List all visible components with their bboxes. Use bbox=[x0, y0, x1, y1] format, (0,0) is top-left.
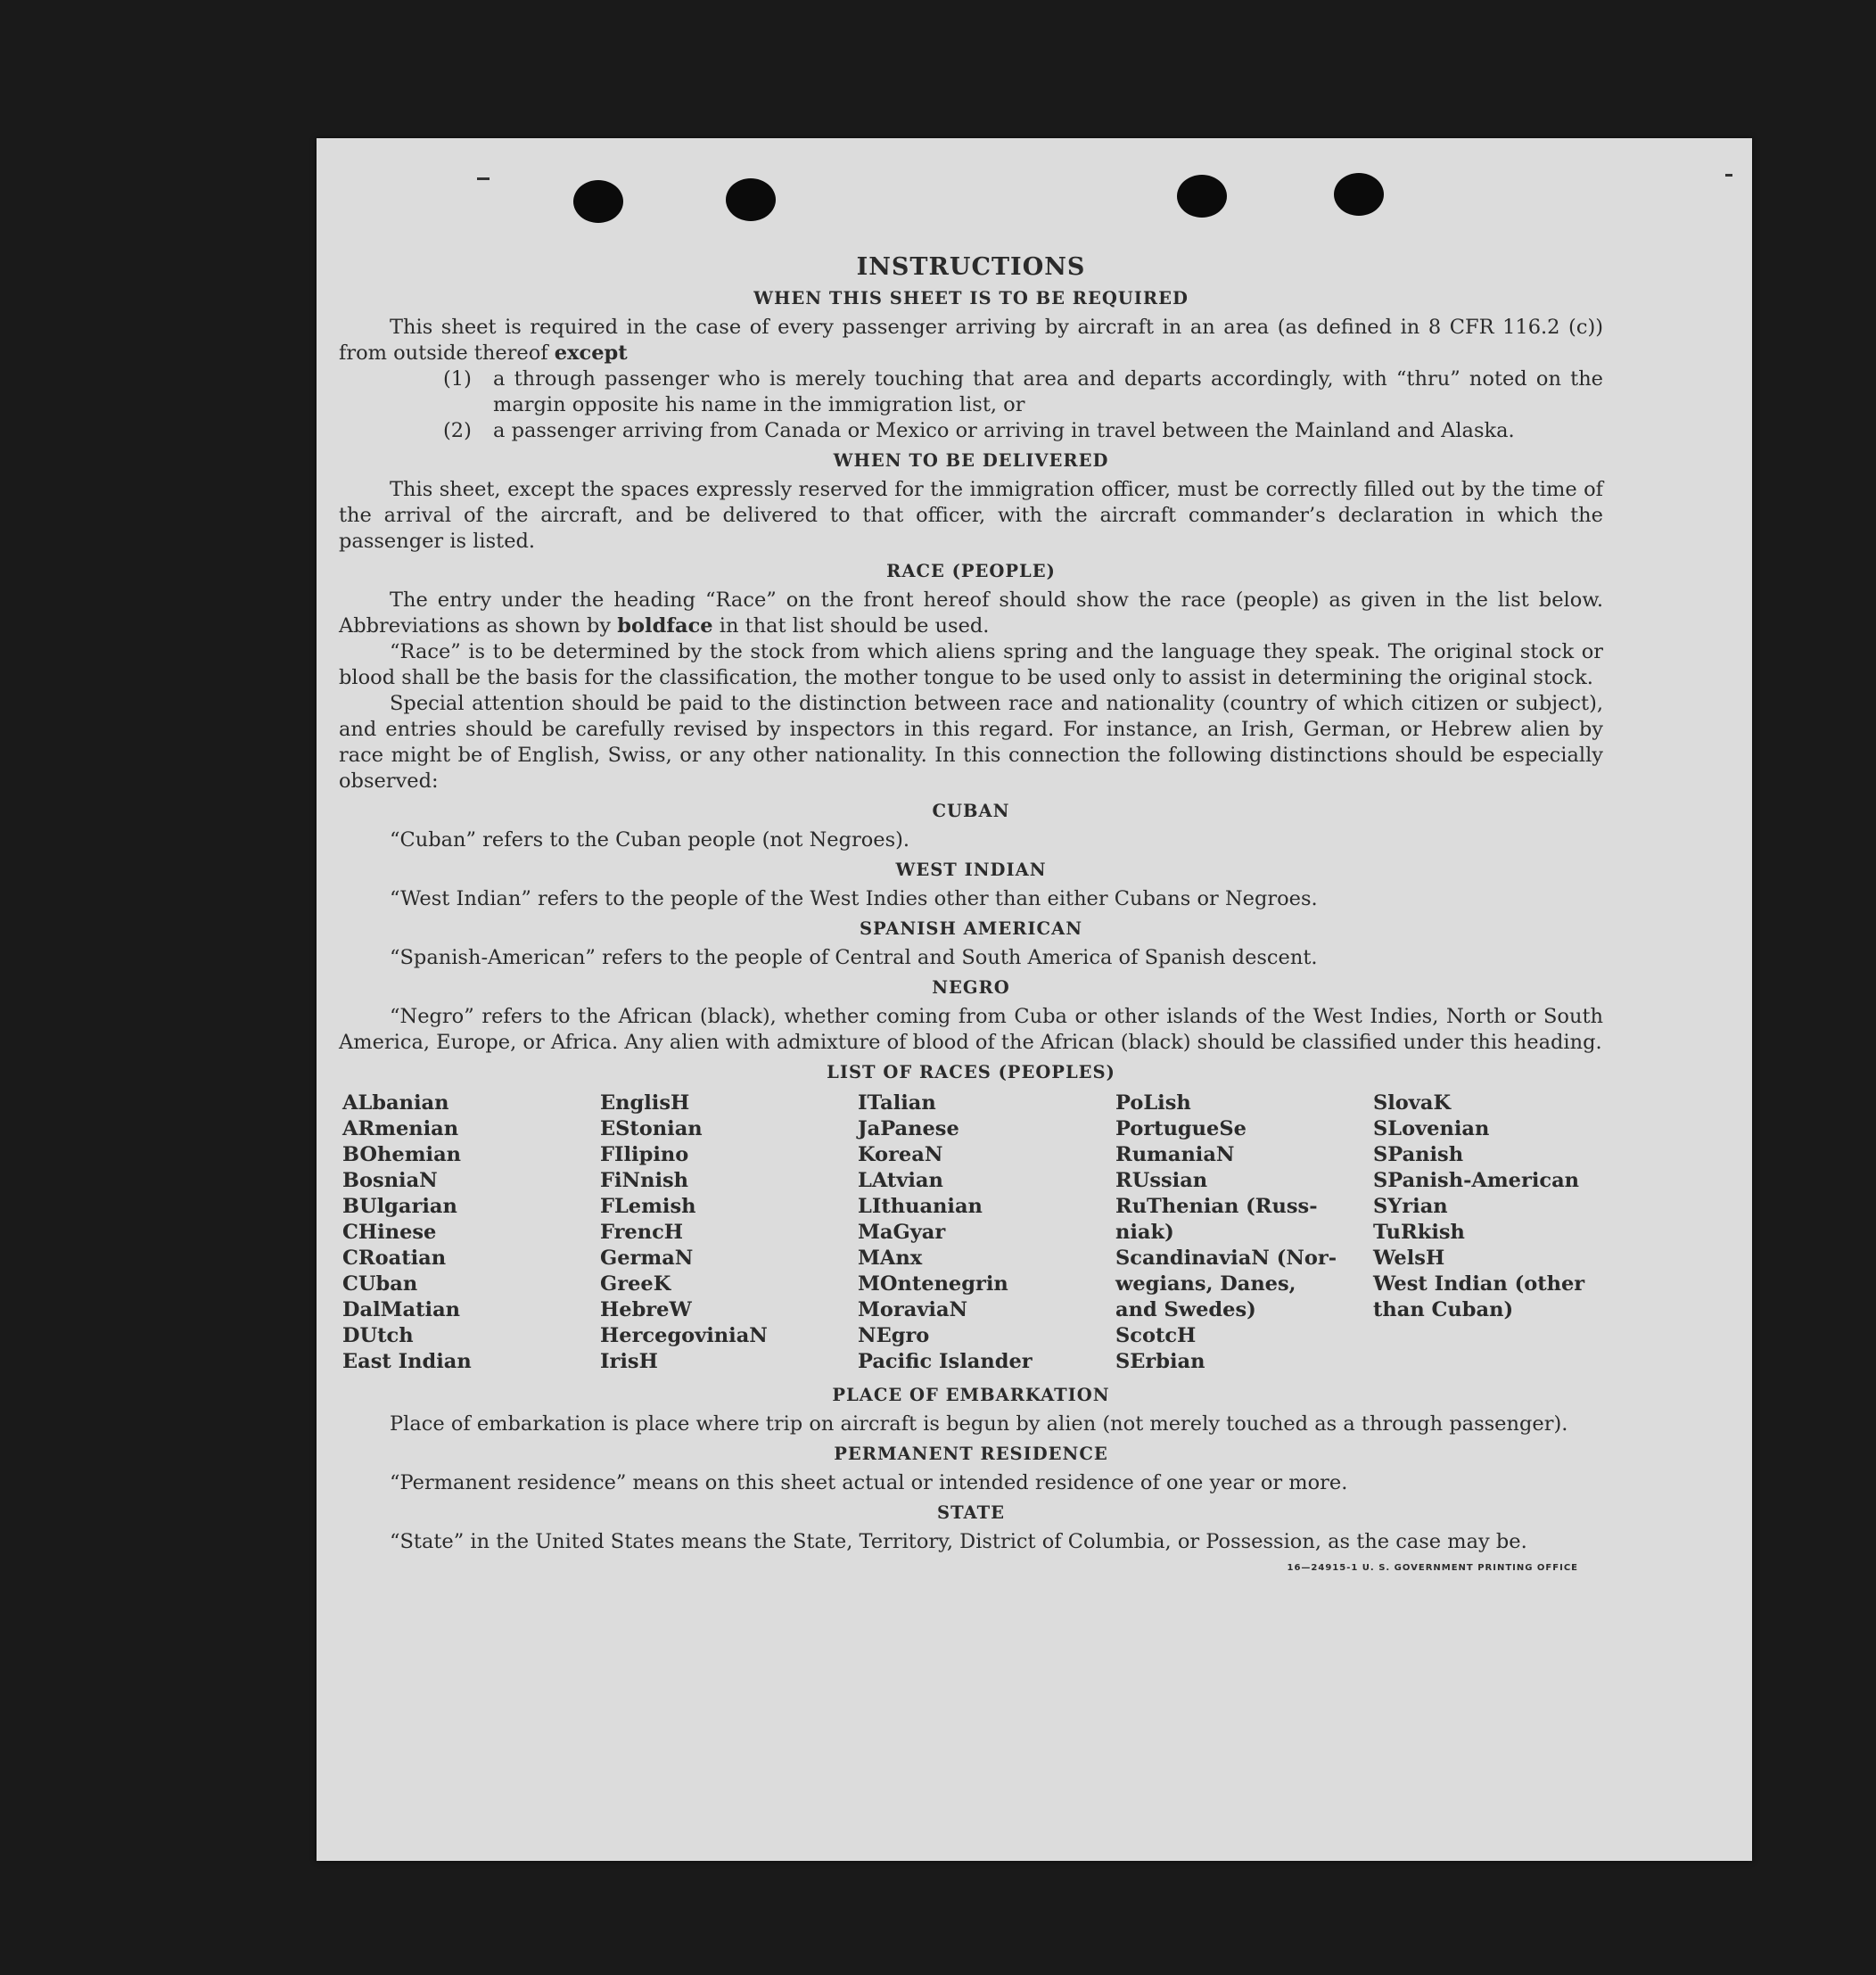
race-entry: DUtch bbox=[342, 1324, 414, 1347]
paragraph: Place of embarkation is place where trip on aircraft is begun by alien (not merely touched as a through passenger). bbox=[390, 1412, 1568, 1436]
race-entry: MoraviaN bbox=[858, 1298, 968, 1321]
race-entry: SErbian bbox=[1115, 1350, 1205, 1373]
emphasis-text: except bbox=[554, 342, 628, 365]
paragraph bbox=[339, 315, 1603, 366]
race-entry: LAtvian bbox=[858, 1169, 943, 1192]
footer bbox=[339, 1555, 1603, 1581]
print-code: 16—24915-1 U. S. GOVERNMENT PRINTING OFFICE bbox=[1287, 1563, 1578, 1573]
race-entry: wegians, Danes, bbox=[1115, 1272, 1296, 1296]
race-entry: GreeK bbox=[600, 1272, 671, 1296]
race-entry: ScotcH bbox=[1115, 1324, 1197, 1347]
paragraph: “Race” is to be determined by the stock from which aliens spring and the language they speak. The original stock or blood shall be the basis for the classification, the mother tongue to be used only to assist in determining the original stock. bbox=[339, 640, 1603, 689]
item-text: a passenger arriving from Canada or Mexico or arriving in travel between the Mainland and Alaska. bbox=[493, 419, 1515, 442]
race-entry: ITalian bbox=[858, 1091, 936, 1115]
ink-speck bbox=[477, 177, 490, 180]
paragraph: “West Indian” refers to the people of the West Indies other than either Cubans or Negroes. bbox=[390, 887, 1318, 910]
race-entry: CUban bbox=[342, 1272, 418, 1296]
race-entry: SLovenian bbox=[1373, 1117, 1490, 1140]
race-entry: East Indian bbox=[342, 1350, 472, 1373]
race-entry: BosniaN bbox=[342, 1169, 438, 1192]
punch-hole bbox=[1334, 173, 1384, 216]
item-number: (1) bbox=[443, 367, 472, 391]
race-column bbox=[600, 1090, 858, 1375]
paragraph-text: in that list should be used. bbox=[712, 614, 990, 638]
paragraph: “Permanent residence” means on this sheet actual or intended residence of one year or more. bbox=[390, 1471, 1348, 1494]
race-entry: CHinese bbox=[342, 1221, 437, 1244]
race-entry: BUlgarian bbox=[342, 1195, 457, 1218]
race-entry: TuRkish bbox=[1373, 1221, 1465, 1244]
section-heading: CUBAN bbox=[932, 801, 1010, 821]
section-heading: NEGRO bbox=[932, 977, 1010, 998]
race-entry: West Indian (other bbox=[1373, 1272, 1585, 1296]
race-entry: ScandinaviaN (Nor- bbox=[1115, 1247, 1337, 1270]
race-entry: SPanish-American bbox=[1373, 1169, 1580, 1192]
race-entry: RUssian bbox=[1115, 1169, 1208, 1192]
race-entry: RuThenian (Russ- bbox=[1115, 1195, 1318, 1218]
item-number: (2) bbox=[443, 419, 472, 442]
race-column bbox=[1373, 1090, 1631, 1375]
section-heading: WEST INDIAN bbox=[895, 860, 1047, 880]
race-entry: than Cuban) bbox=[1373, 1298, 1514, 1321]
paragraph: “Cuban” refers to the Cuban people (not Negroes). bbox=[390, 828, 910, 852]
race-entry: EnglisH bbox=[600, 1091, 690, 1115]
race-entry: FrencH bbox=[600, 1221, 684, 1244]
paragraph: “State” in the United States means the State, Territory, District of Columbia, or Possession, as the case may be. bbox=[390, 1530, 1527, 1553]
section-heading: PERMANENT RESIDENCE bbox=[834, 1444, 1108, 1464]
race-entry: FLemish bbox=[600, 1195, 696, 1218]
paragraph-text: The entry under the heading “Race” on the front hereof should show the race (people) as given in the list below. Abbreviations as shown by bbox=[339, 588, 1603, 638]
race-entry: DalMatian bbox=[342, 1298, 461, 1321]
race-entry: Pacific Islander bbox=[858, 1350, 1033, 1373]
race-entry: SYrian bbox=[1373, 1195, 1448, 1218]
race-entry: CRoatian bbox=[342, 1247, 447, 1270]
ink-speck bbox=[1725, 174, 1732, 177]
race-entry: NEgro bbox=[858, 1324, 930, 1347]
race-entry: KoreaN bbox=[858, 1143, 943, 1166]
instructions-body bbox=[339, 254, 1603, 1581]
race-entry: ARmenian bbox=[342, 1117, 459, 1140]
race-entry: WelsH bbox=[1373, 1247, 1445, 1270]
section-heading: WHEN THIS SHEET IS TO BE REQUIRED bbox=[753, 288, 1189, 309]
race-entry: SPanish bbox=[1373, 1143, 1464, 1166]
race-entry: IrisH bbox=[600, 1350, 658, 1373]
race-entry: PortugueSe bbox=[1115, 1117, 1247, 1140]
punch-hole bbox=[1177, 175, 1227, 218]
race-entry: LIthuanian bbox=[858, 1195, 983, 1218]
race-entry: MaGyar bbox=[858, 1221, 946, 1244]
paragraph: “Spanish-American” refers to the people of Central and South America of Spanish descent. bbox=[390, 946, 1318, 969]
item-text: a through passenger who is merely touching that area and departs accordingly, with “thru” noted on the margin opposite his name in the immigration list, or bbox=[493, 367, 1603, 416]
race-entry: PoLish bbox=[1115, 1091, 1191, 1115]
paragraph: This sheet, except the spaces expressly reserved for the immigration officer, must be correctly filled out by the time of the arrival of the aircraft, and be delivered to that officer, with the aircraft commander’s declaration in which the passenger is listed. bbox=[339, 478, 1603, 553]
paragraph: Special attention should be paid to the distinction between race and nationality (country of which citizen or subject), and entries should be carefully revised by inspectors in this regard. For instance, an Irish, German, or Hebrew alien by race might be of English, Swiss, or any other nationality. In this connection the following distinctions should be especially observed: bbox=[339, 692, 1603, 793]
race-entry: HebreW bbox=[600, 1298, 692, 1321]
race-entry: EStonian bbox=[600, 1117, 703, 1140]
list-item bbox=[443, 418, 1603, 444]
race-entry: and Swedes) bbox=[1115, 1298, 1256, 1321]
section-heading: PLACE OF EMBARKATION bbox=[832, 1385, 1110, 1405]
punch-hole bbox=[726, 178, 776, 221]
race-entry: JaPanese bbox=[858, 1117, 959, 1140]
page-title: INSTRUCTIONS bbox=[856, 253, 1086, 281]
race-entry: niak) bbox=[1115, 1221, 1174, 1244]
race-entry: HercegoviniaN bbox=[600, 1324, 768, 1347]
race-list bbox=[342, 1090, 1603, 1375]
section-heading: STATE bbox=[937, 1502, 1005, 1523]
race-entry: MOntenegrin bbox=[858, 1272, 1008, 1296]
emphasis-text: boldface bbox=[617, 614, 713, 638]
list-item bbox=[443, 366, 1603, 418]
section-heading: LIST OF RACES (PEOPLES) bbox=[827, 1062, 1115, 1082]
race-column bbox=[342, 1090, 600, 1375]
document-page bbox=[317, 138, 1752, 1861]
paragraph bbox=[339, 588, 1603, 639]
race-entry: FiNnish bbox=[600, 1169, 689, 1192]
race-entry: BOhemian bbox=[342, 1143, 462, 1166]
race-entry: FIlipino bbox=[600, 1143, 689, 1166]
race-entry: MAnx bbox=[858, 1247, 923, 1270]
race-entry: ALbanian bbox=[342, 1091, 449, 1115]
paragraph-text: This sheet is required in the case of every passenger arriving by aircraft in an area (as defined in 8 CFR 116.2 (c)) from outside thereof bbox=[339, 316, 1603, 365]
section-heading: RACE (PEOPLE) bbox=[886, 561, 1056, 581]
section-heading: WHEN TO BE DELIVERED bbox=[833, 450, 1109, 471]
race-entry: SlovaK bbox=[1373, 1091, 1452, 1115]
paragraph: “Negro” refers to the African (black), whether coming from Cuba or other islands of the West Indies, North or South America, Europe, or Africa. Any alien with admixture of blood of the African (black) should be classified under this heading. bbox=[339, 1005, 1603, 1054]
punch-hole bbox=[573, 180, 623, 223]
race-entry: RumaniaN bbox=[1115, 1143, 1235, 1166]
section-heading: SPANISH AMERICAN bbox=[859, 918, 1083, 939]
race-column bbox=[1115, 1090, 1373, 1375]
race-entry: GermaN bbox=[600, 1247, 694, 1270]
race-column bbox=[858, 1090, 1115, 1375]
